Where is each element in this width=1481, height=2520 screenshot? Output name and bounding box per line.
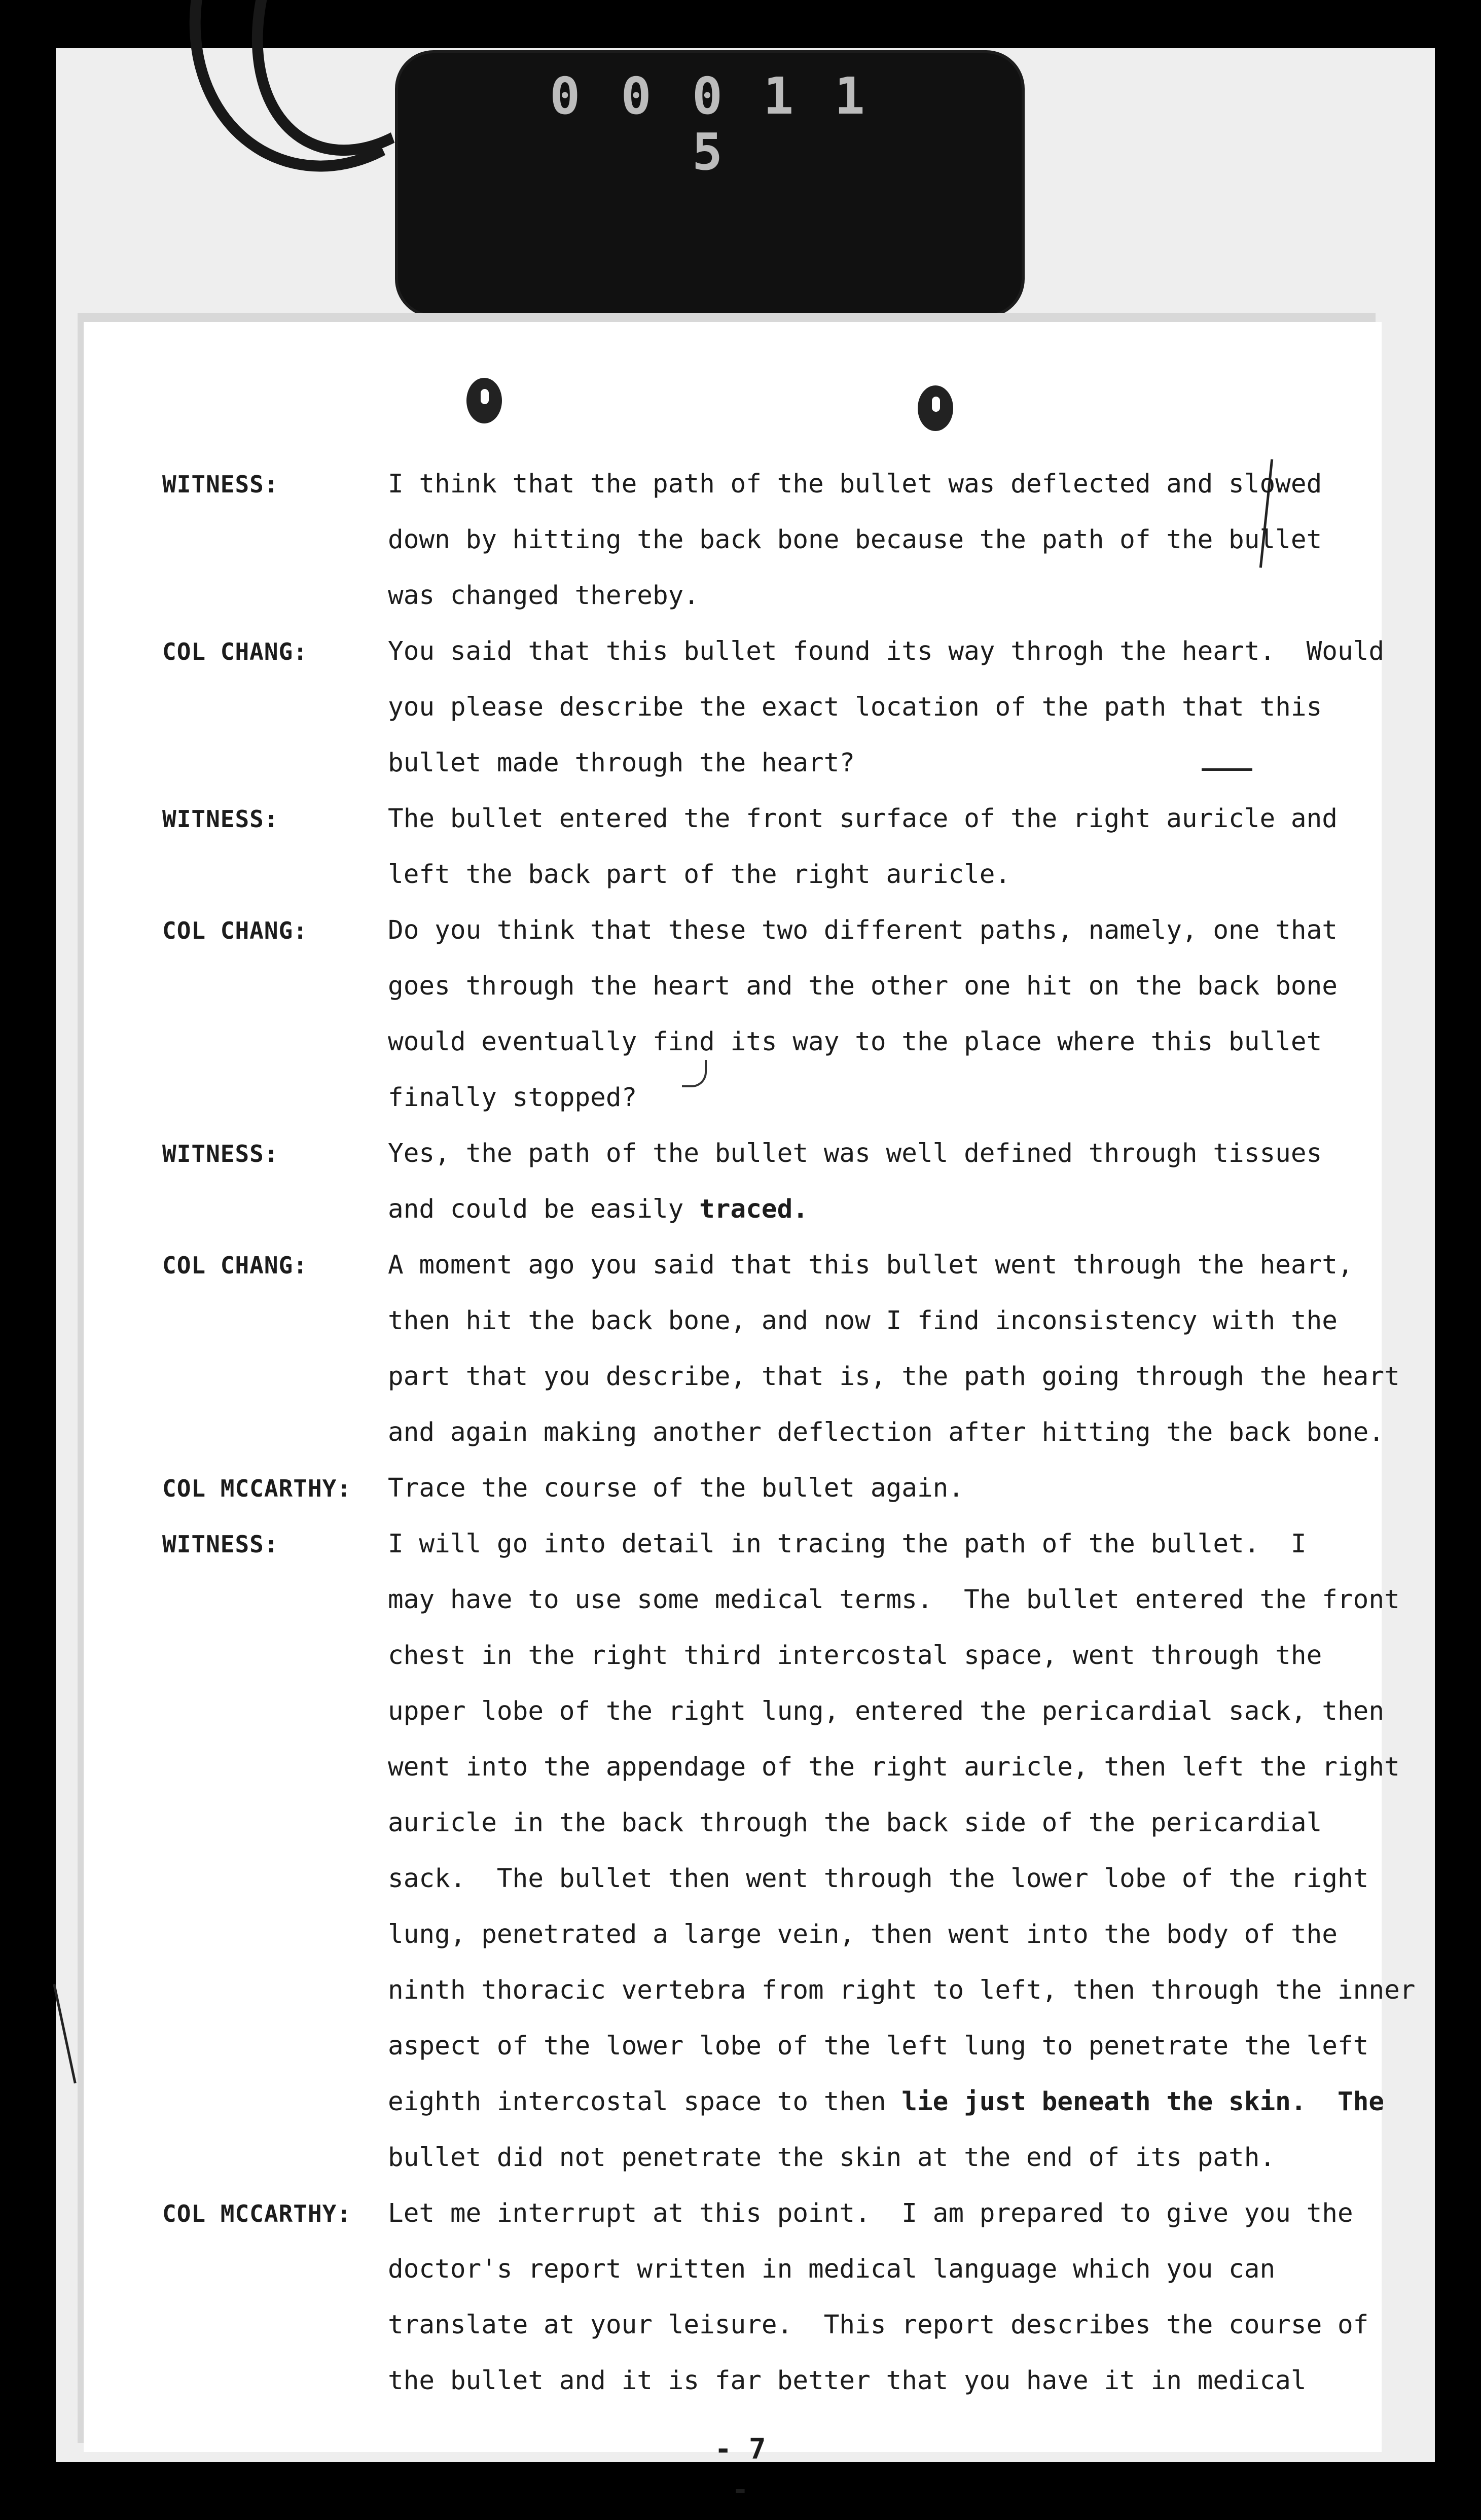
speech-text	[388, 1461, 1344, 1516]
speech-line: you please describe the exact location of the path that this	[388, 692, 1322, 722]
speaker-label: WITNESS:	[162, 805, 279, 833]
speech-line: I will go into detail in tracing the path of the bullet. I	[388, 1529, 1307, 1559]
punch-hole	[466, 378, 502, 423]
transcript-entry	[162, 1516, 1416, 2186]
speaker-label: COL MCCARTHY:	[162, 2200, 352, 2227]
speaker-label: COL CHANG:	[162, 917, 308, 944]
speech-line: was changed thereby.	[388, 581, 700, 611]
speech-line: translate at your leisure. This report describes the course of	[388, 2310, 1369, 2340]
speaker-label: COL MCCARTHY:	[162, 1475, 352, 1502]
speech-line: bullet did not penetrate the skin at the end of its path.	[388, 2143, 1276, 2173]
speech-line: I think that the path of the bullet was deflected and slowed	[388, 469, 1322, 499]
frame-counter-digits: 0 0 0 1 1 5	[550, 66, 870, 182]
transcript-entry	[162, 456, 1344, 624]
speech-line: Do you think that these two different paths, namely, one that	[388, 915, 1338, 945]
speech-text	[388, 903, 1344, 1126]
speech-line: Let me interrupt at this point. I am prepared to give you the	[388, 2198, 1353, 2228]
speech-line: ninth thoracic vertebra from right to left, then through the inner	[388, 1975, 1416, 2005]
speech-line: The bullet entered the front surface of the right auricle and	[388, 804, 1338, 834]
speech-text	[388, 624, 1385, 791]
transcript-entry	[162, 791, 1344, 903]
transcript-entry	[162, 2186, 1369, 2409]
speech-text	[388, 456, 1344, 624]
speaker-label: WITNESS:	[162, 471, 279, 498]
transcript-entry	[162, 1237, 1400, 1461]
speaker-label: COL CHANG:	[162, 638, 308, 665]
speech-line: Trace the course of the bullet again.	[388, 1473, 964, 1503]
speech-line: part that you describe, that is, the path going through the heart	[388, 1362, 1400, 1392]
speech-line: goes through the heart and the other one hit on the back bone	[388, 971, 1338, 1001]
speech-text	[388, 1237, 1400, 1461]
speech-line: upper lobe of the right lung, entered the pericardial sack, then	[388, 1696, 1385, 1726]
speaker-label: WITNESS:	[162, 1140, 279, 1167]
speech-line: and could be easily traced.	[388, 1194, 809, 1224]
speech-line: the bullet and it is far better that you have it in medical	[388, 2366, 1307, 2396]
speech-line: doctor's report written in medical language which you can	[388, 2254, 1276, 2284]
speech-line: A moment ago you said that this bullet went through the heart,	[388, 1250, 1353, 1280]
emphasized-text: traced.	[699, 1194, 809, 1224]
speech-line: auricle in the back through the back side of the pericardial	[388, 1808, 1322, 1838]
speech-line: You said that this bullet found its way throgh the heart. Would	[388, 636, 1385, 666]
speech-line: aspect of the lower lobe of the left lung to penetrate the left	[388, 2031, 1369, 2061]
speech-line: then hit the back bone, and now I find inconsistency with the	[388, 1306, 1338, 1336]
transcript-entry	[162, 624, 1385, 791]
speech-line: bullet made through the heart?	[388, 748, 855, 778]
speech-line: finally stopped?	[388, 1083, 637, 1113]
speech-line: chest in the right third intercostal space, went through the	[388, 1641, 1322, 1671]
transcript-entry	[162, 1126, 1344, 1237]
speech-text	[388, 791, 1344, 903]
speech-text	[388, 1126, 1344, 1237]
speech-line: eighth intercostal space to then lie just beneath the skin. The	[388, 2087, 1385, 2117]
transcript-entry	[162, 903, 1344, 1126]
speech-line: lung, penetrated a large vein, then went into the body of the	[388, 1920, 1338, 1949]
speech-line: left the back part of the right auricle.	[388, 860, 1011, 890]
speech-line: sack. The bullet then went through the lower lobe of the right	[388, 1864, 1369, 1894]
punch-hole	[918, 385, 953, 431]
speech-line: went into the appendage of the right auricle, then left the right	[388, 1752, 1400, 1782]
speech-line: would eventually find its way to the place where this bullet	[388, 1027, 1322, 1057]
speaker-label: COL CHANG:	[162, 1252, 308, 1279]
speech-line: and again making another deflection after hitting the back bone.	[388, 1417, 1385, 1447]
speech-text	[388, 2186, 1369, 2409]
speech-text	[388, 1516, 1416, 2186]
page-number: - 7 -	[714, 2433, 766, 2506]
speaker-label: WITNESS:	[162, 1531, 279, 1558]
speech-line: Yes, the path of the bullet was well defined through tissues	[388, 1139, 1322, 1168]
transcript-entry	[162, 1461, 1344, 1516]
emphasized-text: lie just beneath the skin. The	[901, 2087, 1385, 2117]
speech-line: may have to use some medical terms. The bullet entered the front	[388, 1585, 1400, 1615]
speech-line: down by hitting the back bone because the path of the bullet	[388, 525, 1322, 555]
transcript-body	[162, 456, 1416, 2409]
